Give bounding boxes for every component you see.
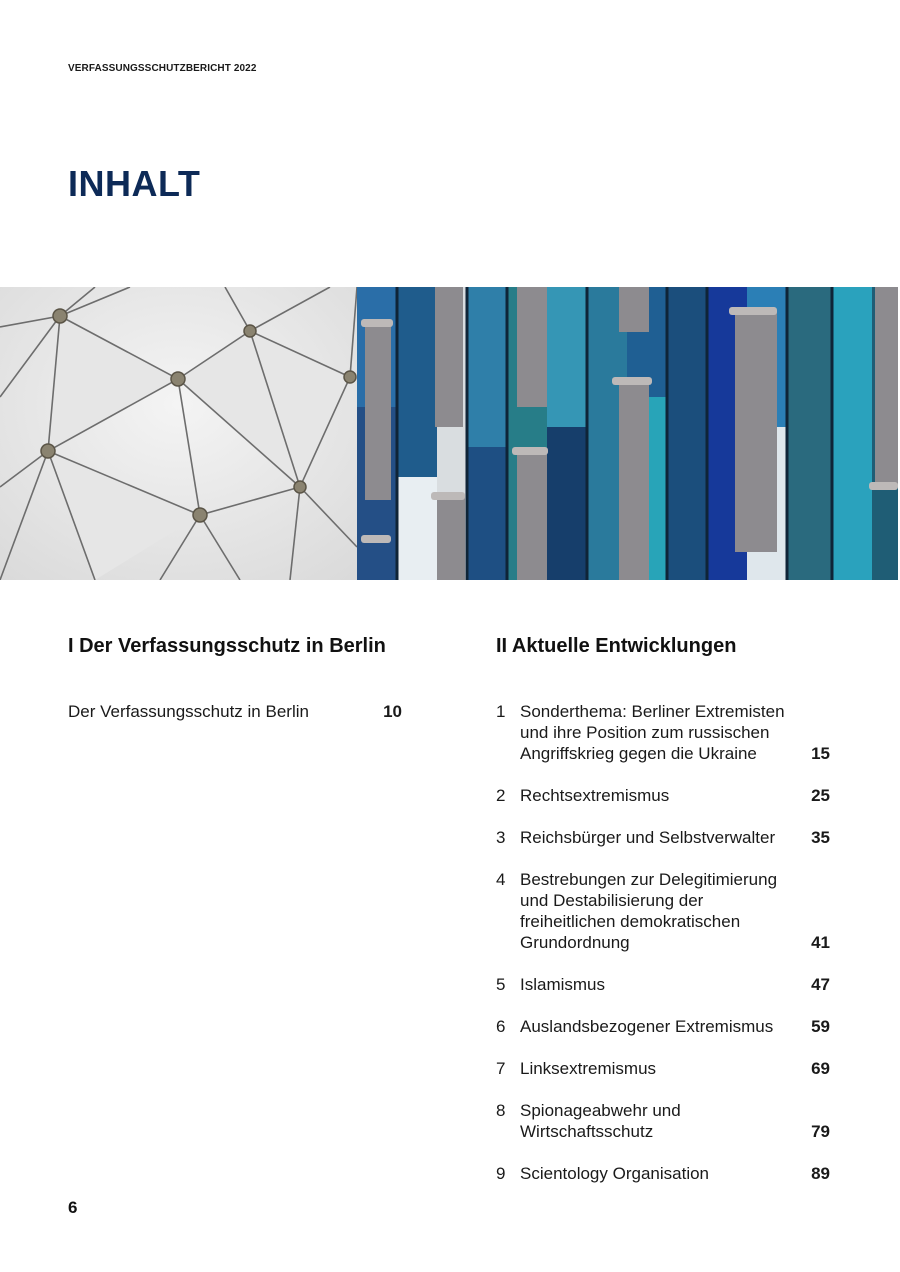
toc-entry-page: 47 [811, 975, 830, 994]
toc-entry-page: 59 [811, 1017, 830, 1036]
section-two-heading: II Aktuelle Entwicklungen [496, 635, 737, 657]
toc-entry-label: Reichsbürger und Selbstverwalter [520, 828, 776, 847]
toc-entry-number: 6 [496, 1017, 506, 1036]
toc-entry-number: 9 [496, 1164, 506, 1183]
facade-photo [357, 287, 898, 580]
toc-entry-number: 8 [496, 1101, 506, 1120]
toc-entry-label: Der Verfassungsschutz in Berlin [68, 702, 309, 721]
toc-entry[interactable] [496, 1058, 830, 1079]
toc-entry-page: 79 [811, 1122, 830, 1141]
toc-entry[interactable] [496, 1016, 830, 1037]
toc-entry-label: Spionageabwehr und Wirtschaftsschutz [520, 1101, 681, 1141]
toc-entry-number: 5 [496, 975, 506, 994]
running-head: VERFASSUNGSSCHUTZBERICHT 2022 [68, 63, 257, 74]
section-one-toc [68, 701, 402, 722]
toc-entry-label: Rechtsextremismus [520, 786, 670, 805]
toc-entry-number: 1 [496, 702, 506, 721]
toc-entry[interactable] [496, 701, 830, 764]
toc-entry-page: 89 [811, 1164, 830, 1183]
section-two-toc [496, 701, 830, 1205]
toc-entry-page: 41 [811, 933, 830, 952]
toc-entry-label: Linksextremismus [520, 1059, 657, 1078]
toc-entry[interactable] [496, 974, 830, 995]
toc-entry-label: Islamismus [520, 975, 606, 994]
toc-entry-number: 2 [496, 786, 506, 805]
toc-entry[interactable] [496, 869, 830, 953]
toc-entry-page: 35 [811, 828, 830, 847]
page-number: 6 [68, 1198, 78, 1217]
toc-entry-number: 7 [496, 1059, 506, 1078]
toc-entry[interactable] [496, 1100, 830, 1142]
toc-entry-number: 3 [496, 828, 506, 847]
toc-entry-label: Auslandsbezogener Extremismus [520, 1017, 774, 1036]
toc-entry[interactable] [496, 785, 830, 806]
toc-entry-label: Bestrebungen zur Delegitimierung und Destabilisierung der freiheitlichen demokratischen Grundordnung [520, 870, 778, 952]
toc-entry-number: 4 [496, 870, 506, 889]
photo-band [0, 287, 898, 580]
toc-entry[interactable] [496, 1163, 830, 1184]
toc-entry-label: Sonderthema: Berliner Extremisten und ihre Position zum russischen Angriffskrieg gegen die Ukraine [520, 702, 785, 763]
toc-entry-page: 25 [811, 786, 830, 805]
toc-entry-page: 69 [811, 1059, 830, 1078]
toc-entry[interactable] [496, 827, 830, 848]
toc-entry[interactable] [68, 701, 402, 722]
toc-entry-page: 15 [811, 744, 830, 763]
dome-photo [0, 287, 357, 580]
page-title: INHALT [68, 163, 201, 204]
toc-entry-page: 10 [383, 702, 402, 721]
section-one-heading: I Der Verfassungsschutz in Berlin [68, 635, 386, 657]
toc-entry-label: Scientology Organisation [520, 1164, 710, 1183]
